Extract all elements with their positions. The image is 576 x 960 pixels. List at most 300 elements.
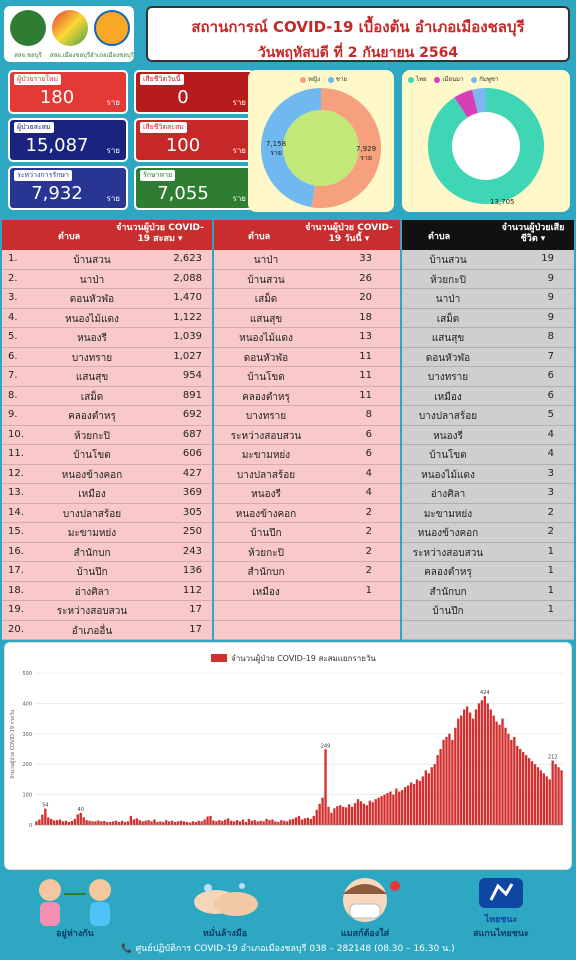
table-cell: 1 xyxy=(547,565,554,576)
stat-label: เสียชีวิตวันนี้ xyxy=(140,74,184,85)
table-cell: ดอนหัวฬ่อ xyxy=(425,352,471,364)
stat-unit: ราย xyxy=(106,194,120,203)
table-cell: หนองไม้แดง xyxy=(421,469,475,481)
cumulative-table xyxy=(2,220,212,640)
bar xyxy=(74,819,76,825)
col-header-today[interactable]: จำนวนผู้ป่วย COVID-19 วันนี้ ▾ xyxy=(305,223,393,244)
table-row xyxy=(2,484,212,504)
bar xyxy=(490,709,492,825)
legend-female: หญิง xyxy=(300,74,320,84)
stat-unit: ราย xyxy=(106,98,120,107)
table-cell: 9 xyxy=(547,292,554,303)
table-cell: บางปลาสร้อย xyxy=(418,411,478,422)
table-cell: สำนักบก xyxy=(73,547,111,559)
table-row xyxy=(214,289,400,309)
deaths-table-body xyxy=(402,250,574,640)
bar xyxy=(413,784,415,825)
table-cell: 11. xyxy=(8,448,24,459)
table-cell: คลองตำหรุ xyxy=(242,391,290,403)
table-cell: 26 xyxy=(359,272,372,284)
bar xyxy=(262,821,264,825)
table-cell: หนองข้างคอก xyxy=(417,528,479,539)
bar xyxy=(372,802,374,825)
stat-value: 0 xyxy=(177,87,189,108)
distancing-label: อยู่ห่างกัน xyxy=(56,929,94,939)
data-label: 424 xyxy=(480,690,490,697)
stat-value: 100 xyxy=(165,135,201,156)
table-cell: 20 xyxy=(359,292,372,303)
table-row xyxy=(214,465,400,485)
table-cell: แสนสุข xyxy=(75,372,109,383)
table-row xyxy=(402,465,574,485)
table-cell: มะขามหย่ง xyxy=(241,450,291,461)
data-label: 212 xyxy=(547,754,558,761)
bar xyxy=(342,807,344,825)
bar xyxy=(392,795,394,825)
stat-value: 7,055 xyxy=(157,183,209,204)
thaichana-logo-text: ไทยชนะ xyxy=(484,915,518,925)
table-cell: 1,122 xyxy=(173,311,202,323)
bar xyxy=(44,809,46,825)
contact-text: ศูนย์ปฏิบัติการ COVID-19 อำเภอเมืองชลบุรี 038 – 282148 (08.30 – 16.30 น.) xyxy=(135,944,455,954)
stat-unit: ราย xyxy=(106,146,120,155)
bar xyxy=(62,821,64,825)
table-row xyxy=(214,309,400,329)
bar xyxy=(554,764,556,825)
legend-swatch xyxy=(211,654,227,662)
table-cell: 4 xyxy=(547,448,554,459)
bar xyxy=(522,752,524,825)
bar xyxy=(528,758,530,825)
bar xyxy=(80,813,82,825)
bar xyxy=(227,818,229,825)
mask-label: แมสก์ต้องใส่ xyxy=(340,929,390,939)
table-cell: 305 xyxy=(182,506,202,518)
page-date: วันพฤหัสบดี ที่ 2 กันยายน 2564 xyxy=(257,45,459,61)
today-table-body xyxy=(214,250,400,640)
bar xyxy=(481,700,483,825)
bar xyxy=(289,820,291,825)
table-cell: 15. xyxy=(8,526,24,537)
table-cell: เหมือง xyxy=(252,586,280,598)
bar xyxy=(310,819,312,825)
table-cell: 6 xyxy=(365,448,372,459)
bar xyxy=(351,807,353,825)
table-cell: 14. xyxy=(8,506,24,518)
table-cell: หนองไม้แดง xyxy=(239,333,293,344)
logo-label-1: สสจ.ชลบุรี xyxy=(14,52,42,59)
table-cell: 7. xyxy=(8,370,18,381)
table-row xyxy=(214,328,400,348)
bar xyxy=(316,810,318,825)
table-cell: หนองรี xyxy=(433,430,463,442)
table-cell: 7 xyxy=(547,350,554,362)
table-cell: หนองรี xyxy=(77,333,107,344)
legend-myanmar: เมียนมา xyxy=(434,74,463,84)
bar xyxy=(313,816,315,825)
bar xyxy=(150,821,152,825)
stat-value: 180 xyxy=(39,87,75,108)
table-cell: ห้วยกะปิ xyxy=(74,430,110,442)
bar xyxy=(265,819,267,825)
header xyxy=(4,4,572,62)
data-label: 54 xyxy=(42,802,49,809)
bar xyxy=(295,817,297,825)
deaths-table xyxy=(402,220,574,640)
table-cell: 18 xyxy=(359,311,372,323)
bar xyxy=(171,821,173,825)
bar xyxy=(91,821,93,825)
table-cell: ห้วยกะปิ xyxy=(248,547,284,559)
legend-male: ชาย xyxy=(328,74,347,84)
bar xyxy=(35,821,37,825)
table-cell: บ้านปึก xyxy=(250,528,282,539)
stat-label: ผู้ป่วยสะสม xyxy=(14,122,54,133)
table-cell: 4 xyxy=(365,487,372,498)
bar xyxy=(221,821,223,825)
bar xyxy=(516,746,518,825)
bar xyxy=(469,713,471,825)
y-tick-label: 400 xyxy=(22,701,32,708)
bar xyxy=(445,737,447,825)
bar xyxy=(198,821,200,825)
bar xyxy=(552,761,554,825)
table-cell: 2 xyxy=(547,526,554,537)
table-cell: คลองตำหรุ xyxy=(424,567,472,578)
table-cell: เหมือง xyxy=(78,489,106,500)
bar xyxy=(448,734,450,825)
bar xyxy=(451,740,453,825)
bar xyxy=(375,799,377,825)
stat-card xyxy=(134,118,254,162)
table-cell: นาป่า xyxy=(253,255,279,266)
bar xyxy=(50,819,52,825)
gender-donut-panel xyxy=(248,70,394,212)
cumulative-table-header xyxy=(2,220,212,250)
table-row xyxy=(214,250,400,270)
table-row xyxy=(2,621,212,641)
table-cell: หนองข้างคอก xyxy=(235,508,297,520)
table-row xyxy=(402,582,574,602)
table-row xyxy=(2,562,212,582)
table-cell: 6 xyxy=(365,428,372,440)
bar xyxy=(124,822,126,825)
table-cell: 2 xyxy=(365,526,372,537)
bar xyxy=(130,816,132,825)
bar xyxy=(510,740,512,825)
bar xyxy=(215,821,217,825)
bar xyxy=(534,764,536,825)
table-cell: สำนักบก xyxy=(247,567,285,578)
today-table-header xyxy=(214,220,400,250)
table-row xyxy=(402,309,574,329)
bar xyxy=(165,820,167,825)
bar xyxy=(248,819,250,825)
chart-legend: จำนวนผู้ป่วย COVID-19 สะสมแยกรายวัน xyxy=(231,654,376,663)
male-count: 7,158 ราย xyxy=(266,140,287,157)
bar xyxy=(357,799,359,825)
bar xyxy=(144,821,146,825)
bar xyxy=(283,821,285,825)
thaichana-label: สแกนไทยชนะ xyxy=(473,929,529,939)
table-row xyxy=(2,601,212,621)
phone-icon: 📞 xyxy=(121,944,136,954)
table-cell: มะขามหย่ง xyxy=(67,528,117,539)
table-cell: 1. xyxy=(8,253,18,264)
table-row xyxy=(214,582,400,602)
table-row xyxy=(214,543,400,563)
table-row xyxy=(2,406,212,426)
bar xyxy=(398,792,400,825)
table-cell: 1,027 xyxy=(173,350,202,362)
thaichana-item[interactable] xyxy=(446,874,556,940)
y-tick-label: 300 xyxy=(22,731,32,738)
table-row xyxy=(2,250,212,270)
stat-value: 7,932 xyxy=(31,183,83,204)
bar xyxy=(495,722,497,825)
logo-label-2: สสอ.เมืองชลบุรี xyxy=(49,52,91,59)
table-cell: 692 xyxy=(182,409,202,420)
bar xyxy=(177,821,179,825)
table-cell: บ้านสวน xyxy=(247,274,285,286)
hand-washing-icon xyxy=(170,874,280,928)
bar xyxy=(386,793,388,825)
table-cell: 10. xyxy=(8,428,24,440)
table-cell: 4 xyxy=(547,428,554,440)
table-row xyxy=(2,504,212,524)
bar xyxy=(422,776,424,825)
table-cell: หนองไม้แดง xyxy=(65,313,119,325)
col-header-deaths[interactable]: จำนวนผู้ป่วยเสียชีวิต ▾ xyxy=(501,223,565,244)
table-cell: 6 xyxy=(547,370,554,381)
table-row xyxy=(2,387,212,407)
bar xyxy=(366,805,368,825)
bar xyxy=(224,820,226,825)
table-cell: 13. xyxy=(8,487,24,498)
bar xyxy=(68,822,70,825)
cumulative-table-body xyxy=(2,250,212,640)
table-cell: 1 xyxy=(365,584,372,596)
bar xyxy=(493,716,495,825)
bar xyxy=(395,789,397,825)
contact-line xyxy=(60,940,516,958)
district-office-logo-icon xyxy=(94,10,130,46)
table-cell: 8 xyxy=(547,331,554,342)
bar xyxy=(97,820,99,825)
bar xyxy=(118,822,120,825)
bar xyxy=(419,781,421,825)
table-row xyxy=(402,445,574,465)
bar xyxy=(112,821,114,825)
table-cell: ระหว่างสอบสวน xyxy=(56,606,128,617)
table-row xyxy=(2,328,212,348)
stat-unit: ราย xyxy=(232,146,246,155)
table-cell: บ้านสวน xyxy=(73,255,111,266)
bar xyxy=(389,792,391,825)
bar xyxy=(192,821,194,825)
bar xyxy=(439,749,441,825)
bar xyxy=(127,821,129,825)
table-cell: นาป่า xyxy=(435,294,461,305)
table-cell: เสม็ด xyxy=(254,294,278,305)
table-cell: 33 xyxy=(359,253,372,264)
table-cell: 2,088 xyxy=(173,272,202,284)
bar xyxy=(410,782,412,825)
table-cell: 9 xyxy=(547,311,554,323)
bar xyxy=(200,821,202,825)
bar xyxy=(236,820,238,825)
table-row xyxy=(402,250,574,270)
table-cell: 17 xyxy=(189,623,202,635)
bar xyxy=(307,818,309,825)
table-cell: 2 xyxy=(365,565,372,576)
table-row xyxy=(402,348,574,368)
table-cell: 20. xyxy=(8,623,24,635)
today-table xyxy=(214,220,400,640)
bar xyxy=(115,821,117,825)
table-cell: 11 xyxy=(359,350,372,362)
bar xyxy=(377,798,379,825)
bar xyxy=(327,807,329,825)
table-cell: 11 xyxy=(359,389,372,401)
table-row xyxy=(402,387,574,407)
stat-label: รักษาหาย xyxy=(140,170,175,181)
bar xyxy=(100,821,102,825)
bar xyxy=(525,755,527,825)
bar xyxy=(463,709,465,825)
col-header-cumulative[interactable]: จำนวนผู้ป่วย COVID-19 สะสม ▾ xyxy=(116,223,204,244)
bar xyxy=(136,818,138,825)
table-row xyxy=(402,621,574,641)
bar xyxy=(271,820,273,825)
col-header-subdistrict: ตำบล xyxy=(58,232,81,242)
bar xyxy=(106,822,108,825)
table-cell: ดอนหัวฬ่อ xyxy=(243,352,289,364)
stat-unit: ราย xyxy=(232,194,246,203)
table-cell: 2 xyxy=(547,506,554,518)
bar xyxy=(348,804,350,825)
bar xyxy=(560,770,562,825)
bar xyxy=(141,821,143,825)
bar xyxy=(209,816,211,825)
tables-area xyxy=(2,220,574,640)
table-cell: 19 xyxy=(541,253,554,264)
table-row xyxy=(214,406,400,426)
bar xyxy=(354,803,356,825)
bar xyxy=(292,819,294,825)
bar xyxy=(484,696,486,825)
title-box xyxy=(146,6,570,62)
table-row xyxy=(2,289,212,309)
table-cell: 606 xyxy=(182,448,202,459)
bar xyxy=(109,822,111,825)
bar xyxy=(56,820,58,825)
table-row xyxy=(402,543,574,563)
table-cell: 4 xyxy=(365,467,372,479)
table-cell: 18. xyxy=(8,584,24,596)
donut-center xyxy=(452,112,520,180)
table-row xyxy=(402,523,574,543)
bar xyxy=(277,822,279,825)
bar xyxy=(168,821,170,825)
female-count: 7,929 ราย xyxy=(356,145,377,162)
bar xyxy=(324,749,326,825)
table-row xyxy=(214,426,400,446)
bar xyxy=(457,719,459,825)
bar xyxy=(504,728,506,825)
table-cell: 3 xyxy=(547,467,554,479)
bar xyxy=(286,821,288,825)
table-cell: 9. xyxy=(8,409,18,420)
stat-card xyxy=(8,118,128,162)
daily-cases-chart-panel xyxy=(4,642,572,870)
table-cell: 3 xyxy=(547,487,554,498)
table-cell: บ้านสวน xyxy=(429,255,467,266)
table-cell: บางทราย xyxy=(427,372,469,383)
table-cell: บ้านโขด xyxy=(247,372,285,383)
bar xyxy=(501,719,503,825)
bar xyxy=(507,734,509,825)
stat-card xyxy=(134,70,254,114)
bar xyxy=(280,820,282,825)
bar xyxy=(318,804,320,825)
bar xyxy=(321,798,323,825)
bar xyxy=(85,820,87,825)
stat-card xyxy=(8,70,128,114)
stat-card xyxy=(8,166,128,210)
table-row xyxy=(402,426,574,446)
daily-cases-bar-chart xyxy=(5,643,573,871)
distancing-item xyxy=(20,874,130,940)
table-row xyxy=(214,601,400,621)
bar xyxy=(513,737,515,825)
bar xyxy=(336,806,338,825)
stat-card xyxy=(134,166,254,210)
col-header-subdistrict: ตำบล xyxy=(248,232,271,242)
page-title: สถานการณ์ COVID-19 เบื้องต้น อำเภอเมืองชลบุรี xyxy=(191,18,525,36)
table-row xyxy=(402,367,574,387)
bar xyxy=(174,822,176,825)
stat-label: ผู้ป่วยรายใหม่ xyxy=(14,74,61,85)
table-row xyxy=(2,348,212,368)
bar xyxy=(88,821,90,825)
table-cell: ระหว่างสอบสวน xyxy=(230,430,302,442)
bar xyxy=(478,703,480,825)
bar xyxy=(203,820,205,825)
table-row xyxy=(214,523,400,543)
bar xyxy=(549,779,551,825)
table-row xyxy=(2,582,212,602)
table-cell: 5 xyxy=(547,409,554,420)
table-row xyxy=(402,562,574,582)
bar xyxy=(540,770,542,825)
table-cell: แสนสุข xyxy=(431,333,465,344)
bar xyxy=(183,821,185,825)
table-row xyxy=(402,270,574,290)
bar xyxy=(94,821,96,825)
data-label: 249 xyxy=(320,743,331,750)
bar xyxy=(233,821,235,825)
table-row xyxy=(2,309,212,329)
bar xyxy=(363,804,365,825)
table-cell: 112 xyxy=(182,584,202,596)
legend-thai: ไทย xyxy=(408,74,427,84)
table-cell: 2 xyxy=(365,545,372,557)
y-tick-label: 100 xyxy=(22,792,32,799)
table-cell: 1 xyxy=(547,545,554,557)
table-row xyxy=(402,601,574,621)
bar xyxy=(180,821,182,825)
